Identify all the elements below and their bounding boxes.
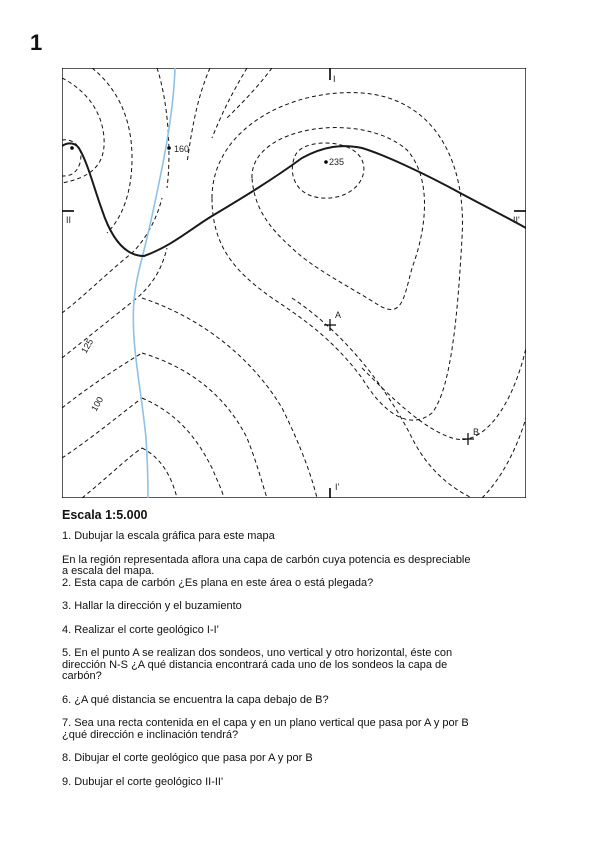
point-b-label: B	[473, 427, 480, 437]
context-paragraph: En la región representada aflora una capa de carbón cuya potencia es despreciable a escala del mapa.	[62, 553, 471, 577]
page-number: 1	[30, 30, 43, 55]
question-4: 4. Realizar el corte geológico I-I'	[62, 623, 219, 636]
point-a-label: A	[335, 310, 342, 320]
elevation-label-100: 100	[89, 394, 106, 413]
question-9: 9. Dubujar el corte geológico II-II'	[62, 775, 224, 788]
section-label-i: I	[333, 74, 336, 84]
question-2: 2. Esta capa de carbón ¿Es plana en este área o está plegada?	[62, 576, 374, 589]
section-label-ii: II	[66, 215, 72, 225]
question-1: 1. Dubujar la escala gráfica para este mapa	[62, 530, 275, 542]
topographic-map	[62, 68, 526, 498]
section-label-ii-prime: II'	[513, 215, 520, 225]
spot-height-235	[324, 160, 328, 164]
scale-title: Escala 1:5.000	[62, 508, 148, 522]
spot-height-left	[70, 146, 74, 150]
elevation-label-160: 160	[174, 144, 190, 154]
question-8: 8. Dibujar el corte geológico que pasa por A y por B	[62, 752, 313, 764]
question-list	[62, 531, 532, 800]
elevation-label-235: 235	[329, 157, 345, 167]
section-label-i-prime: I'	[335, 482, 340, 492]
question-5: 5. En el punto A se realizan dos sondeos, uno vertical y otro horizontal, éste con dirección N-S ¿A qué distancia encontrará cada uno de los sondeos la capa de carbón?	[62, 647, 453, 682]
spot-height-160	[167, 146, 171, 150]
question-6: 6. ¿A qué distancia se encuentra la capa debajo de B?	[62, 693, 329, 706]
elevation-label-125: 125	[79, 336, 96, 355]
question-7: 7. Sea una recta contenida en el capa y en un plano vertical que pasa por A y por B ¿qué dirección e inclinación tendrá?	[62, 717, 469, 741]
question-3: 3. Hallar la dirección y el buzamiento	[62, 600, 242, 612]
